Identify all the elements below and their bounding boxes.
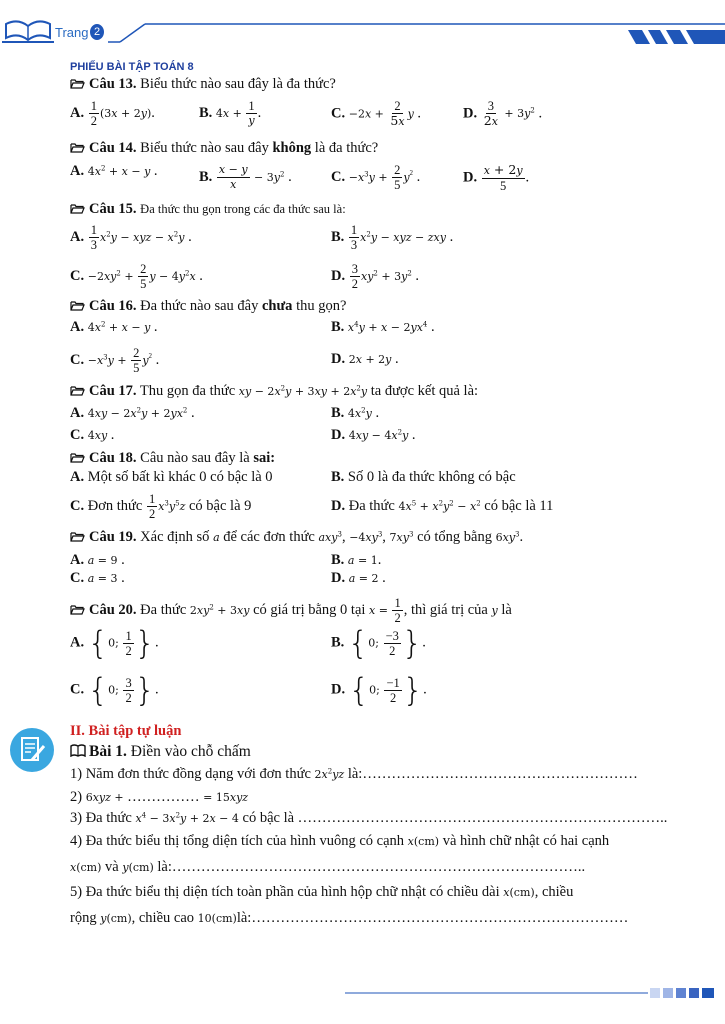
q15-option-b: B. $\frac{1}{3}$ $x^2y$ − xyz − zxy . bbox=[331, 223, 454, 252]
q19-option-a: A. a = 9 . bbox=[70, 552, 125, 568]
section-title: II. Bài tập tự luận bbox=[70, 723, 182, 739]
q20-option-c: C. {0; $\frac{3}{2}$ }. bbox=[70, 671, 159, 709]
q20-option-b: B. {0; $\frac{-3}{2}$ }. bbox=[331, 624, 426, 662]
folder-icon bbox=[70, 203, 85, 214]
exercise-1-heading: Bài 1. Điền vào chỗ chấm bbox=[70, 743, 251, 761]
question-13 bbox=[70, 76, 336, 93]
pencil-note-icon bbox=[10, 728, 54, 772]
item-4-line-2: x(cm) và y(cm) là:………………………………………………………………………….. bbox=[70, 859, 586, 875]
q13-option-c: C. −2x + $\frac{2}{5x}$ y . bbox=[331, 99, 422, 128]
q19-option-b: B. a = 1. bbox=[331, 552, 382, 568]
q17-option-d: D. $4xy - 4x^2y$ . bbox=[331, 427, 416, 443]
question-19: Câu 19. Xác định số a để các đơn thức axy$^3$, $-4xy^3$, $7xy^3$ có tổng bằng $6xy^3$. bbox=[70, 529, 523, 546]
question-16: Câu 16. Đa thức nào sau đây chưa thu gọn? bbox=[70, 298, 346, 315]
q19-option-c: C. a = 3 . bbox=[70, 570, 125, 586]
q15-option-d: D. $\frac{3}{2}$ $xy^2 + 3y^2$ . bbox=[331, 262, 420, 291]
q14-option-c: C. $-x^3y$ + $\frac{2}{5}$ $y^2$ . bbox=[331, 163, 421, 192]
question-17: Câu 17. Thu gọn đa thức xy − $2x^2y + 3xy + 2x^2y$ ta được kết quả là: bbox=[70, 383, 478, 400]
q14-option-a: A. $4x^2 + x - y$ . bbox=[70, 163, 158, 179]
q18-option-a: A. Một số bất kì khác 0 có bậc là 0 bbox=[70, 469, 273, 485]
q15-option-a: A. $\frac{1}{3}$ $x^2y$ − xyz − $x^2y$ . bbox=[70, 223, 192, 252]
item-5-line-1: 5) Đa thức biểu thị diện tích toàn phần của hình hộp chữ nhật có chiều dài x(cm), chiều bbox=[70, 884, 574, 900]
q16-option-d: D. 2x + 2y . bbox=[331, 351, 399, 367]
page-footer bbox=[0, 980, 725, 1010]
question-15: Câu 15. Đa thức thu gọn trong các đa thức sau là: bbox=[70, 201, 346, 218]
folder-icon bbox=[70, 604, 85, 615]
folder-icon bbox=[70, 142, 85, 153]
worksheet-title: PHIẾU BÀI TẬP TOÁN 8 bbox=[70, 61, 194, 73]
folder-icon bbox=[70, 78, 85, 89]
page-label: Trang bbox=[55, 25, 89, 40]
item-2: 2) 6xyz + …………… = 15xyz bbox=[70, 789, 249, 805]
q13-option-b: B. 4x + $\frac{1}{y}$ . bbox=[199, 99, 262, 127]
folder-icon bbox=[70, 531, 85, 542]
question-14: Câu 14. Biểu thức nào sau đây không là đa thức? bbox=[70, 140, 378, 157]
q13-option-d: D. $\frac{3}{2x}$ + $3y^2$ . bbox=[463, 99, 543, 128]
item-5-line-2: rộng y(cm), chiều cao 10(cm)là:…………………………………………………………………… bbox=[70, 910, 629, 926]
open-book-icon bbox=[70, 744, 86, 757]
q16-option-c: C. $-x^3y$ + $\frac{2}{5}$ $y^2$ . bbox=[70, 346, 160, 375]
q20-option-d: D. {0; $\frac{-1}{2}$ }. bbox=[331, 671, 427, 709]
book-icon bbox=[2, 21, 54, 42]
item-4-line-1: 4) Đa thức biểu thị tổng diện tích của hình vuông có cạnh x(cm) và hình chữ nhật có hai cạnh bbox=[70, 833, 610, 849]
q19-option-d: D. a = 2 . bbox=[331, 570, 386, 586]
q16-option-a: A. $4x^2 + x - y$ . bbox=[70, 319, 158, 335]
item-1: 1) Năm đơn thức đồng dạng với đơn thức $2x^2yz$ là:………………………………………………… bbox=[70, 766, 638, 782]
q14-option-d: D. $\frac{x + 2y}{5}$ . bbox=[463, 162, 530, 193]
q18-option-d: D. Đa thức $4x^5 + x^2y^2 - x^2$ có bậc là 11 bbox=[331, 498, 554, 514]
header-decoration bbox=[0, 0, 725, 50]
page-header bbox=[0, 0, 725, 50]
question-18: Câu 18. Câu nào sau đây là sai: bbox=[70, 450, 275, 467]
question-20: Câu 20. Đa thức $2xy^2 + 3xy$ có giá trị bằng 0 tại x = $\frac{1}{2}$ , thì giá trị của y là bbox=[70, 596, 512, 625]
q18-option-c: C. Đơn thức $\frac{1}{2}$ $x^3y^5z$ có bậc là 9 bbox=[70, 492, 252, 521]
q15-option-c: C. $-2xy^2$ + $\frac{2}{5}$ $y - 4y^2x$ . bbox=[70, 262, 203, 291]
folder-icon bbox=[70, 300, 85, 311]
q16-option-b: B. $x^4y + x - 2yx^4$ . bbox=[331, 319, 435, 335]
q18-option-b: B. Số 0 là đa thức không có bậc bbox=[331, 469, 516, 485]
header-stripes bbox=[628, 30, 725, 44]
q17-option-a: A. $4xy - 2x^2y + 2yx^2$ . bbox=[70, 405, 195, 421]
q17-option-c: C. 4xy . bbox=[70, 427, 115, 443]
folder-icon bbox=[70, 452, 85, 463]
q17-option-b: B. $4x^2y$ . bbox=[331, 405, 380, 421]
item-3: 3) Đa thức $x^4 - 3x^2y + 2x - 4$ có bậc là ………………………………………………………………….. bbox=[70, 810, 668, 826]
footer-decoration bbox=[0, 980, 725, 1010]
question-text: Biểu thức nào sau đây là đa thức? bbox=[140, 76, 336, 92]
folder-icon bbox=[70, 385, 85, 396]
q13-option-a: A. $\frac{1}{2}$ (3x + 2y). bbox=[70, 99, 155, 128]
page-number: 2 bbox=[90, 24, 104, 40]
q14-option-b: B. $\frac{x - y}{x}$ − $3y^2$ . bbox=[199, 163, 292, 191]
q20-option-a: A. {0; $\frac{1}{2}$ }. bbox=[70, 624, 159, 662]
question-label: Câu 13. bbox=[89, 76, 137, 92]
